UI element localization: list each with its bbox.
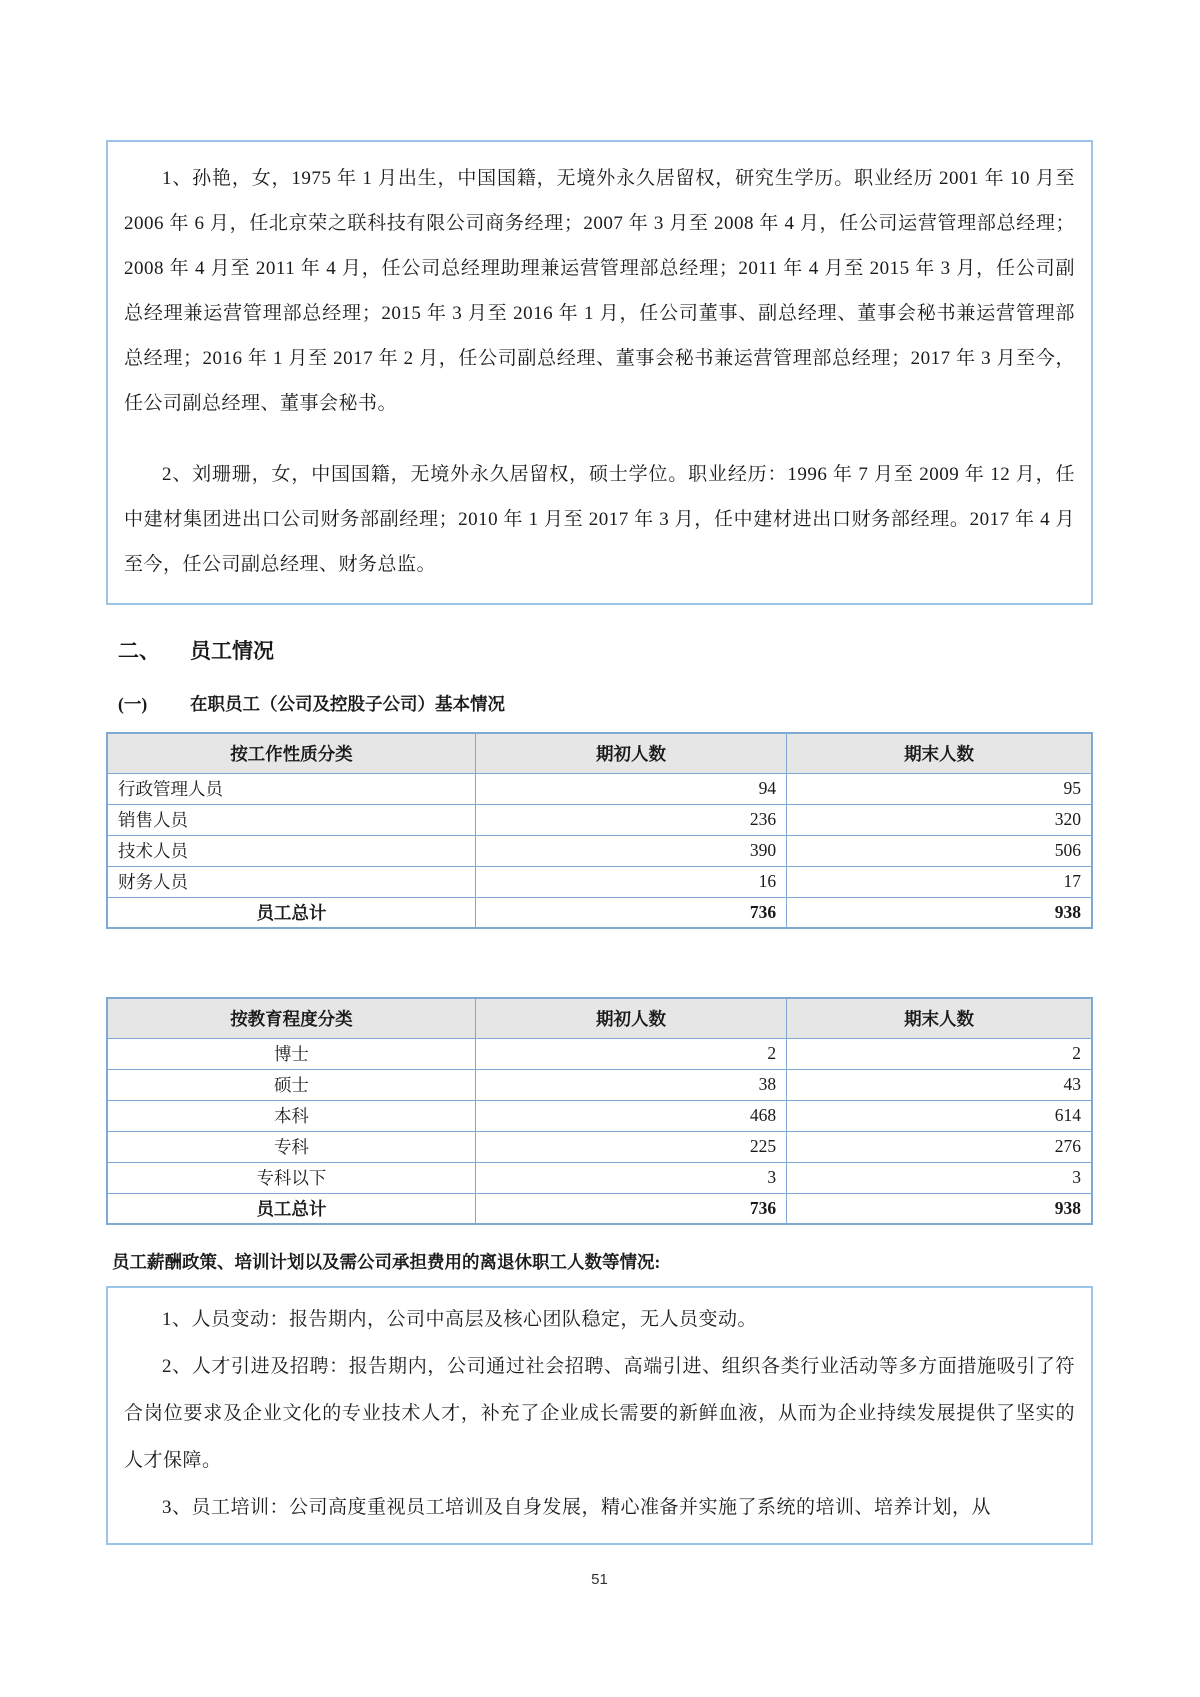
bio-paragraph-2: 2、刘珊珊，女，中国国籍，无境外永久居留权，硕士学位。职业经历：1996 年 7 月至 2009 年 12 月，任中建材集团进出口公司财务部副经理；2010 年 1 月至 2017 年 3 月，任中建材进出口财务部经理。2017 年 4 月至今，任公司副总经理、财务总监。 <box>124 464 1075 575</box>
end-count: 17 <box>787 866 1092 897</box>
row-label: 技术人员 <box>107 835 475 866</box>
header-cell-job-category: 按工作性质分类 <box>107 733 475 773</box>
section-title: 员工情况 <box>190 639 274 663</box>
end-count: 43 <box>787 1069 1092 1100</box>
policy-box <box>106 1286 1093 1545</box>
begin-count: 94 <box>475 773 786 804</box>
header-cell-end-count: 期末人数 <box>787 733 1092 773</box>
row-label: 博士 <box>107 1038 475 1069</box>
total-end-count: 938 <box>787 897 1092 928</box>
begin-count: 468 <box>475 1100 786 1131</box>
section-heading-employees <box>118 635 1093 665</box>
management-bio-box <box>106 140 1093 605</box>
subsection-title: 在职员工（公司及控股子公司）基本情况 <box>190 694 505 714</box>
end-count: 320 <box>787 804 1092 835</box>
employees-by-education-table <box>106 997 1093 1225</box>
table-row <box>107 835 1092 866</box>
header-cell-begin-count: 期初人数 <box>475 998 786 1038</box>
begin-count: 225 <box>475 1131 786 1162</box>
section-number: 二、 <box>118 639 160 663</box>
policy-paragraph-3: 3、员工培训：公司高度重视员工培训及自身发展，精心准备并实施了系统的培训、培养计划，从 <box>162 1497 992 1518</box>
begin-count: 390 <box>475 835 786 866</box>
page-number: 51 <box>591 1571 608 1588</box>
table-row <box>107 1069 1092 1100</box>
header-cell-begin-count: 期初人数 <box>475 733 786 773</box>
bio-paragraph-1: 1、孙艳，女，1975 年 1 月出生，中国国籍，无境外永久居留权，研究生学历。职业经历 2001 年 10 月至 2006 年 6 月，任北京荣之联科技有限公司商务经理；2007 年 3 月至 2008 年 4 月，任公司运营管理部总经理；2008 年 4 月至 2011 年 4 月，任公司总经理助理兼运营管理部总经理；2011 年 4 月至 2015 年 3 月，任公司副总经理兼运营管理部总经理；2015 年 3 月至 2016 年 1 月，任公司董事、副总经理、董事会秘书兼运营管理部总经理；2016 年 1 月至 2017 年 2 月，任公司副总经理、董事会秘书兼运营管理部总经理；2017 年 3 月至今，任公司副总经理、董事会秘书。 <box>124 168 1075 414</box>
total-end-count: 938 <box>787 1193 1092 1224</box>
begin-count: 2 <box>475 1038 786 1069</box>
header-cell-education-category: 按教育程度分类 <box>107 998 475 1038</box>
table-row <box>107 866 1092 897</box>
table-row <box>107 773 1092 804</box>
subsection-number: (一) <box>118 694 148 714</box>
row-label: 本科 <box>107 1100 475 1131</box>
table-header-row <box>107 998 1092 1038</box>
row-label: 专科 <box>107 1131 475 1162</box>
row-label: 行政管理人员 <box>107 773 475 804</box>
total-begin-count: 736 <box>475 897 786 928</box>
begin-count: 16 <box>475 866 786 897</box>
header-cell-end-count: 期末人数 <box>787 998 1092 1038</box>
employees-by-job-table <box>106 732 1093 929</box>
policy-paragraph-1: 1、人员变动：报告期内，公司中高层及核心团队稳定，无人员变动。 <box>162 1309 758 1330</box>
row-label: 销售人员 <box>107 804 475 835</box>
row-label: 专科以下 <box>107 1162 475 1193</box>
table-row <box>107 1038 1092 1069</box>
policy-heading: 员工薪酬政策、培训计划以及需公司承担费用的离退休职工人数等情况: <box>112 1252 661 1272</box>
row-label: 财务人员 <box>107 866 475 897</box>
total-begin-count: 736 <box>475 1193 786 1224</box>
end-count: 2 <box>787 1038 1092 1069</box>
end-count: 276 <box>787 1131 1092 1162</box>
table-total-row <box>107 1193 1092 1224</box>
total-label: 员工总计 <box>107 897 475 928</box>
table-row <box>107 1100 1092 1131</box>
begin-count: 3 <box>475 1162 786 1193</box>
page-content <box>106 140 1093 1588</box>
end-count: 95 <box>787 773 1092 804</box>
subsection-heading-active-employees <box>118 691 1093 716</box>
table-header-row <box>107 733 1092 773</box>
end-count: 506 <box>787 835 1092 866</box>
end-count: 3 <box>787 1162 1092 1193</box>
table-row <box>107 1162 1092 1193</box>
begin-count: 236 <box>475 804 786 835</box>
table-row <box>107 1131 1092 1162</box>
table-row <box>107 804 1092 835</box>
table-total-row <box>107 897 1092 928</box>
begin-count: 38 <box>475 1069 786 1100</box>
total-label: 员工总计 <box>107 1193 475 1224</box>
row-label: 硕士 <box>107 1069 475 1100</box>
policy-paragraph-2: 2、人才引进及招聘：报告期内，公司通过社会招聘、高端引进、组织各类行业活动等多方面措施吸引了符合岗位要求及企业文化的专业技术人才，补充了企业成长需要的新鲜血液，从而为企业持续发展提供了坚实的人才保障。 <box>124 1356 1075 1471</box>
end-count: 614 <box>787 1100 1092 1131</box>
